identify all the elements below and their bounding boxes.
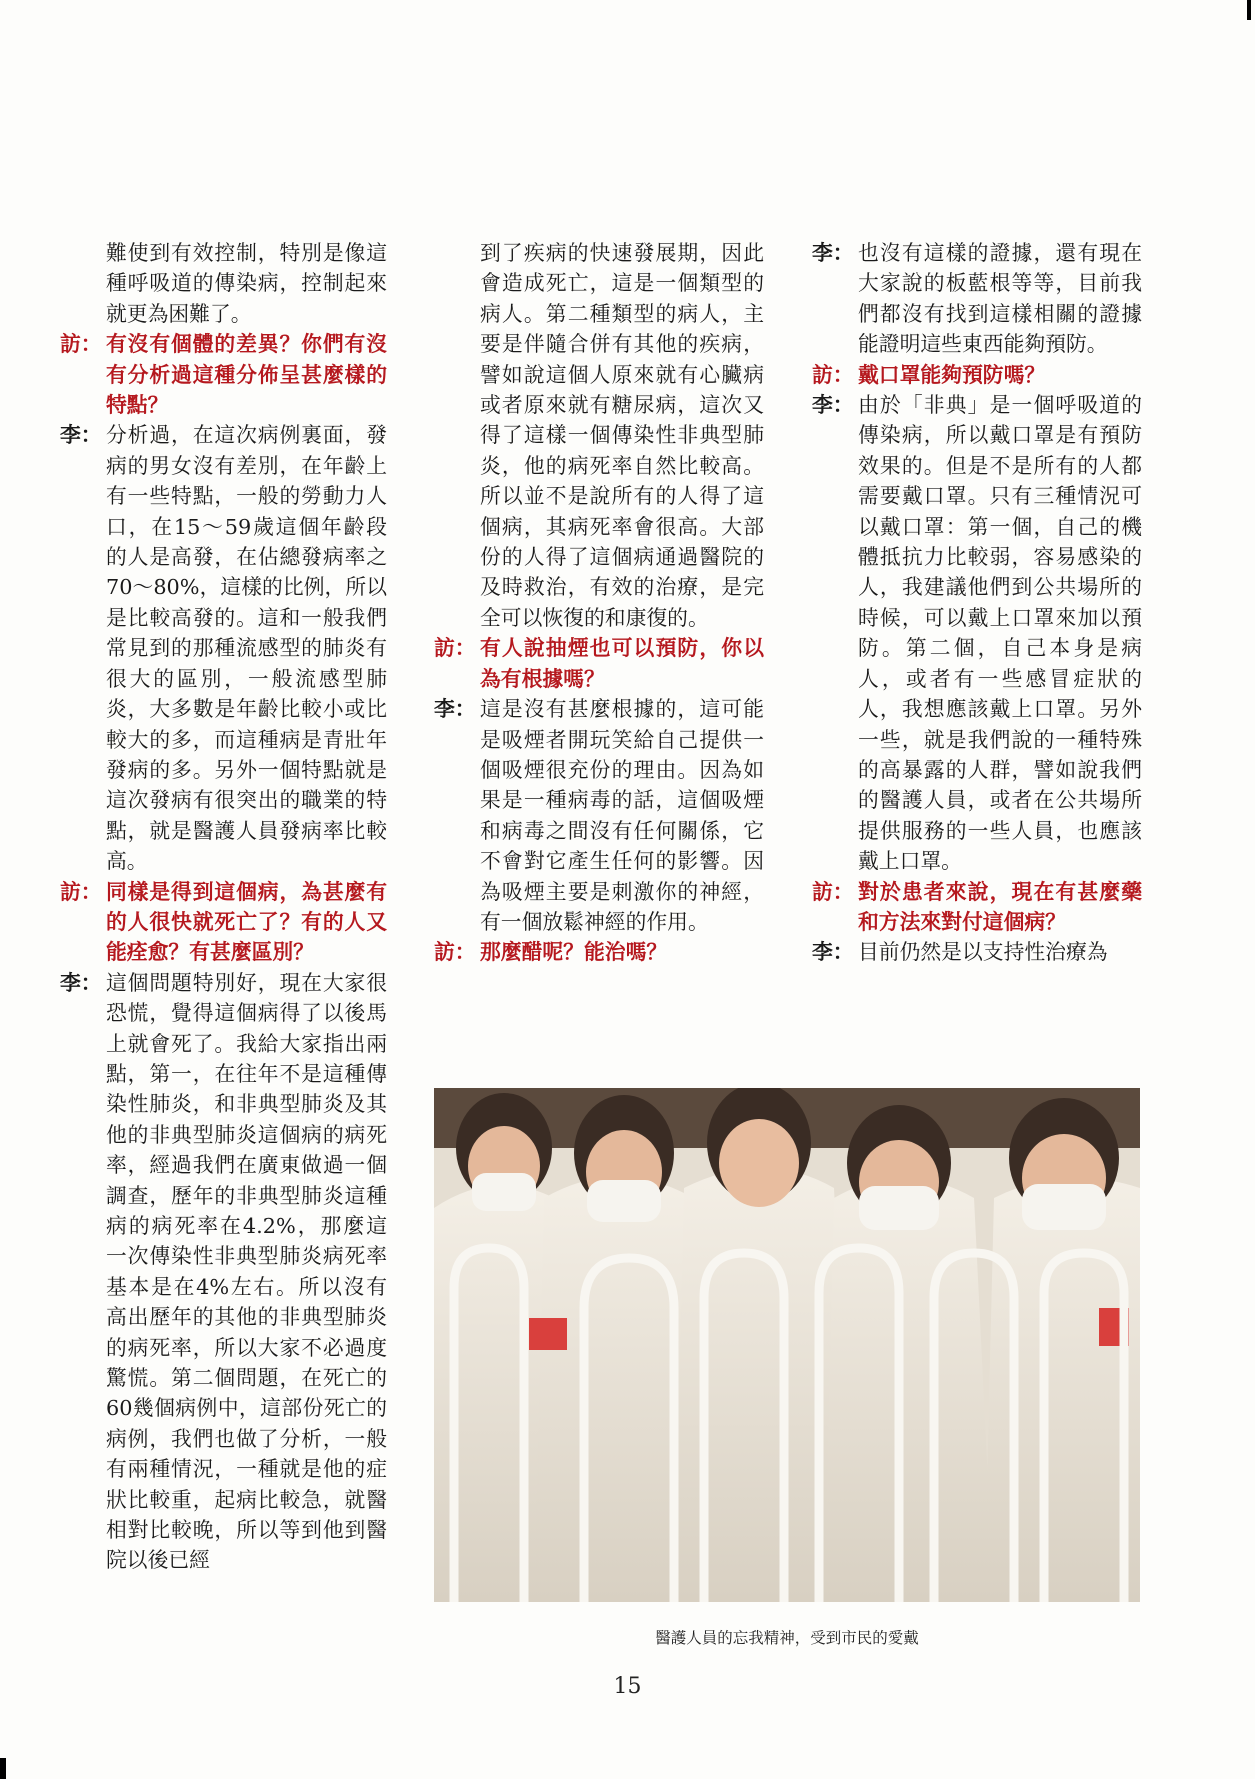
answer-text: 分析過，在這次病例裏面，發病的男女沒有差別，在年齡上有一些特點，一般的勞動力人口，在15～59歲這個年齡段的人是高發，在佔總發病率之70～80%，這樣的比例，所以是比較高發的。這和一般我們常見到的那種流感型的肺炎有很大的區別，一般流感型肺炎，大多數是年齡比較小或比較大的多，而這種病是青壯年發病的多。另外一個特點就是這次發病有很突出的職業的特點，就是醫護人員發病率比較高。	[106, 423, 387, 874]
speaker-label: 李：	[60, 969, 102, 995]
speaker-label: 李：	[812, 939, 854, 965]
photo-caption: 醫護人員的忘我精神，受到市民的愛戴	[655, 1629, 919, 1647]
speaker-label: 訪：	[812, 361, 854, 387]
speaker-label: 訪：	[434, 939, 476, 965]
speaker-label: 訪：	[434, 635, 476, 661]
speaker-label: 訪：	[812, 878, 854, 904]
speaker-label: 李：	[60, 422, 102, 448]
speaker-label: 李：	[812, 392, 854, 418]
answer-text: 也沒有這樣的證據，還有現在大家說的板藍根等等，目前我們都沒有找到這樣相關的證據能證明這些東西能夠預防。	[858, 241, 1142, 357]
column-1	[60, 238, 387, 1576]
photo-illustration	[434, 1088, 1140, 1602]
paragraph-continuation: 到了疾病的快速發展期，因此會造成死亡，這是一個類型的病人。第二種類型的病人，主要是伴隨合併有其他的疾病，譬如說這個人原來就有心臟病或者原來就有糖尿病，這次又得了這樣一個傳染性非典型肺炎，他的病死率自然比較高。所以並不是說所有的人得了這個病，其病死率會很高。大部份的人得了這個病通過醫院的及時救治，有效的治療，是完全可以恢復的和康復的。	[480, 241, 764, 630]
answer-block	[812, 937, 1142, 967]
question-block	[812, 360, 1142, 390]
answer-block	[434, 694, 764, 937]
question-text: 有人說抽煙也可以預防，你以為有根據嗎？	[480, 635, 764, 691]
question-block	[60, 877, 387, 968]
photo-medical-staff	[434, 1088, 1140, 1602]
answer-block	[60, 420, 387, 876]
question-block	[60, 329, 387, 420]
question-block	[812, 877, 1142, 938]
question-text: 同樣是得到這個病，為甚麼有的人很快就死亡了？有的人又能痊愈？有甚麼區別？	[106, 878, 387, 965]
page-number: 15	[613, 1674, 642, 1699]
answer-text: 這個問題特別好，現在大家很恐慌，覺得這個病得了以後馬上就會死了。我給大家指出兩點，第一，在往年不是這種傳染性肺炎，和非典型肺炎及其他的非典型肺炎這個病的病死率，經過我們在廣東做過一個調查，歷年的非典型肺炎這種病的病死率在4.2%，那麼這一次傳染性非典型肺炎病死率基本是在4%左右。所以沒有高出歷年的其他的非典型肺炎的病死率，所以大家不必過度驚慌。第二個問題，在死亡的60幾個病例中，這部份死亡的病例，我們也做了分析，一般有兩種情況，一種就是他的症狀比較重，起病比較急，就醫相對比較晚，所以等到他到醫院以後已經	[106, 970, 387, 1573]
question-block	[434, 633, 764, 694]
answer-block	[812, 238, 1142, 360]
answer-block	[812, 390, 1142, 877]
column-2	[434, 238, 764, 968]
question-text: 那麼醋呢？能治嗎？	[480, 939, 668, 965]
red-cross-armband	[529, 1318, 567, 1350]
speaker-label: 訪：	[60, 331, 102, 357]
answer-text: 目前仍然是以支持性治療為	[858, 940, 1108, 965]
answer-block	[60, 968, 387, 1576]
question-text: 有沒有個體的差異？你們有沒有分析過這種分佈呈甚麼樣的特點？	[106, 331, 387, 418]
column-3	[812, 238, 1142, 968]
answer-text: 由於「非典」是一個呼吸道的傳染病，所以戴口罩是有預防效果的。但是不是所有的人都需要戴口罩。只有三種情況可以戴口罩：第一個，自己的機體抵抗力比較弱，容易感染的人，我建議他們到公共場所的時候，可以戴上口罩來加以預防。第二個，自己本身是病人，或者有一些感冒症狀的人，我想應該戴上口罩。另外一些，就是我們說的一種特殊的高暴露的人群，譬如說我們的醫護人員，或者在公共場所提供服務的一些人員，也應該戴上口罩。	[858, 393, 1142, 874]
question-text: 對於患者來說，現在有甚麼藥和方法來對付這個病？	[858, 878, 1142, 934]
question-block	[434, 937, 764, 967]
speaker-label: 李：	[434, 696, 476, 722]
answer-text: 這是沒有甚麼根據的，這可能是吸煙者開玩笑給自己提供一個吸煙很充份的理由。因為如果是一種病毒的話，這個吸煙和病毒之間沒有任何關係，它不會對它產生任何的影響。因為吸煙主要是刺激你的神經，有一個放鬆神經的作用。	[480, 697, 764, 934]
speaker-label: 訪：	[60, 878, 102, 904]
question-text: 戴口罩能夠預防嗎？	[858, 361, 1046, 387]
crop-mark-bottom-left	[0, 1758, 6, 1779]
paragraph-continuation: 難使到有效控制，特別是像這種呼吸道的傳染病，控制起來就更為困難了。	[106, 241, 387, 326]
crop-mark-top-right	[1247, 0, 1251, 20]
speaker-label: 李：	[812, 240, 854, 265]
